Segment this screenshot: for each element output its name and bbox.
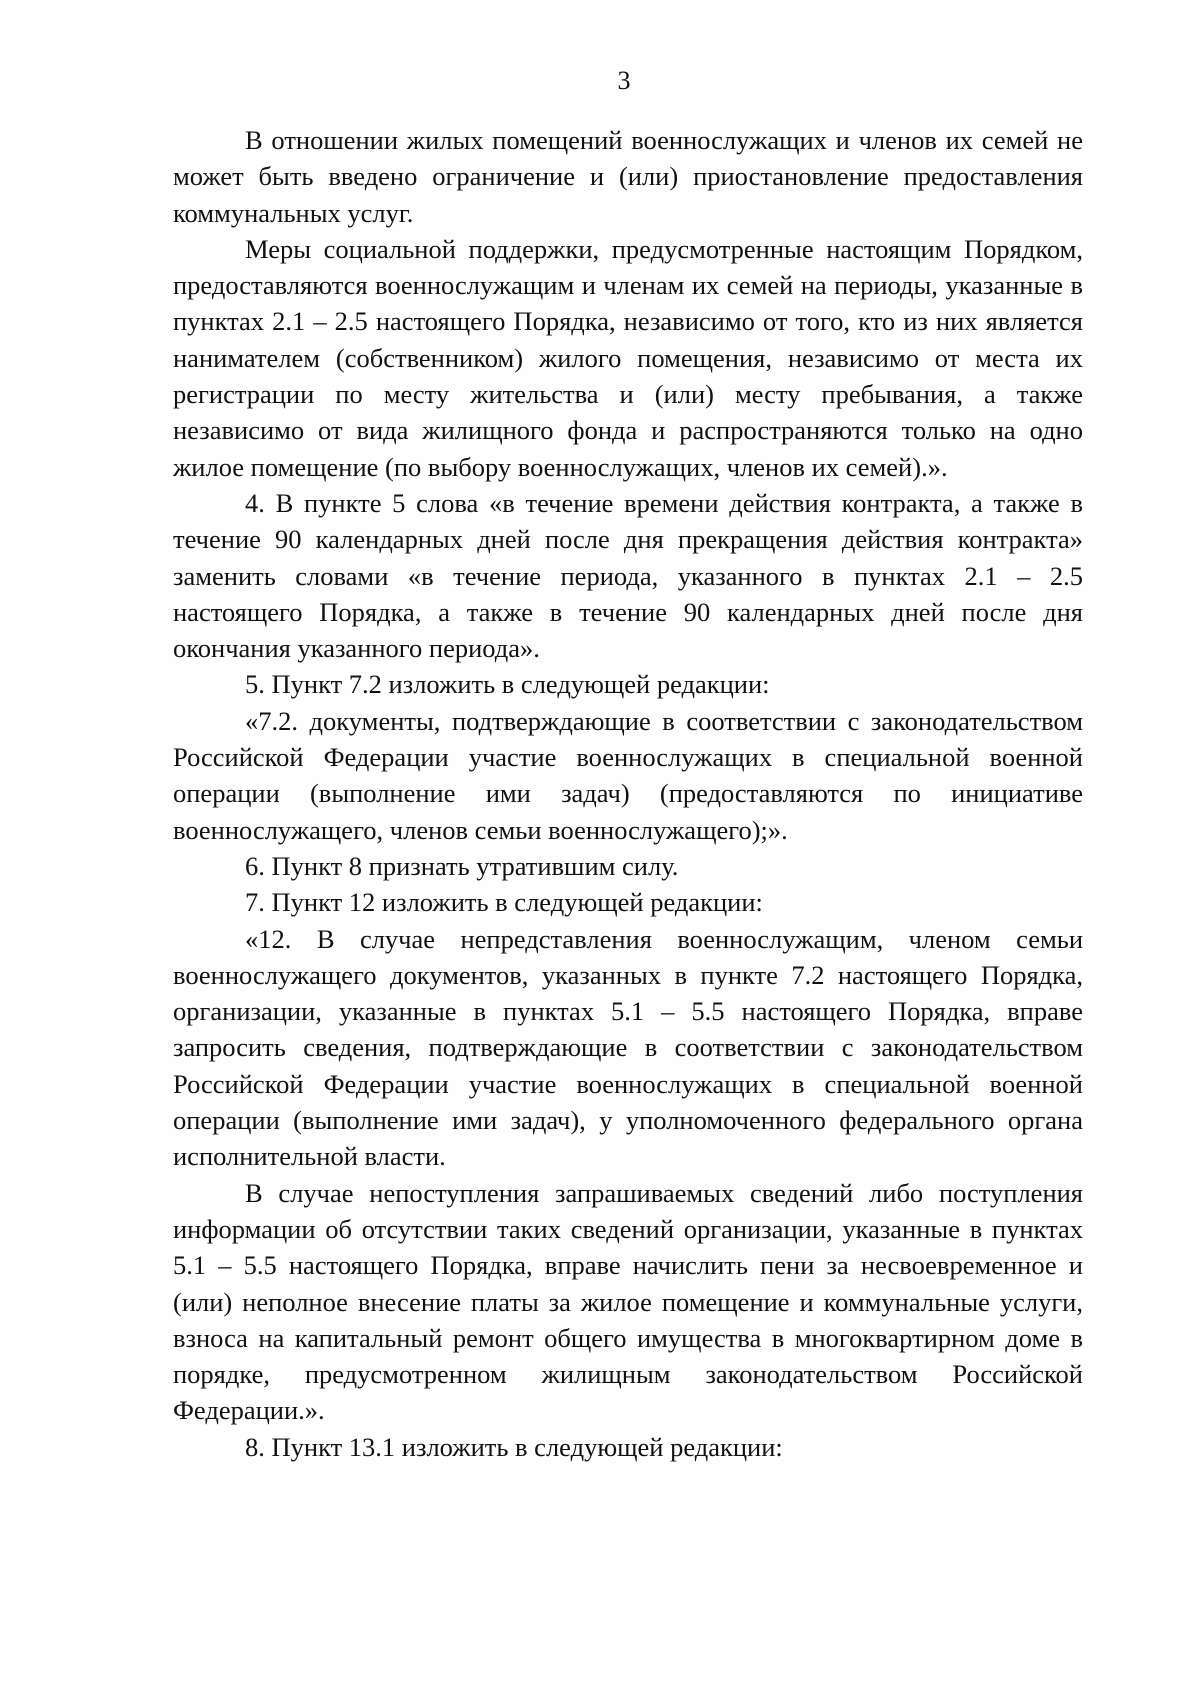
paragraph-item-7: 7. Пункт 12 изложить в следующей редакции: <box>245 887 763 918</box>
document-body <box>173 122 1083 1465</box>
paragraph-clause-7-2: «7.2. документы, подтверждающие в соответствии с законодательством Российской Федерации участие военнослужащих в специальной военной операции (выполнение ими задач) (предоставляются по инициативе военнослужащего, членов семьи военнослужащего);». <box>173 705 1083 845</box>
paragraph-social-support-measures: Меры социальной поддержки, предусмотренные настоящим Порядком, предоставляются военнослужащим и членам их семей на периоды, указанные в пунктах 2.1 – 2.5 настоящего Порядка, независимо от того, кто из них является нанимателем (собственником) жилого помещения, независимо от места их регистрации по месту жительства и (или) месту пребывания, а также независимо от вида жилищного фонда и распространяются только на одно жилое помещение (по выбору военнослужащих, членов их семей).». <box>173 233 1083 482</box>
paragraph-utilities-restriction: В отношении жилых помещений военнослужащих и членов их семей не может быть введено ограничение и (или) приостановление предоставления коммунальных услуг. <box>173 125 1083 228</box>
paragraph-item-4: 4. В пункте 5 слова «в течение времени действия контракта, а также в течение 90 календарных дней после дня прекращения действия контракта» заменить словами «в течение периода, указанного в пунктах 2.1 – 2.5 настоящего Порядка, а также в течение 90 календарных дней после дня окончания указанного периода». <box>173 487 1083 664</box>
paragraph-penalty-accrual: В случае непоступления запрашиваемых сведений либо поступления информации об отсутствии таких сведений организации, указанные в пунктах 5.1 – 5.5 настоящего Порядка, вправе начислить пени за несвоевременное и (или) неполное внесение платы за жилое помещение и коммунальные услуги, взноса на капитальный ремонт общего имущества в многоквартирном доме в порядке, предусмотренном жилищным законодательством Российской Федерации.». <box>173 1177 1083 1426</box>
paragraph-item-5: 5. Пункт 7.2 изложить в следующей редакции: <box>245 669 770 700</box>
page-number: 3 <box>617 66 631 95</box>
paragraph-item-6: 6. Пункт 8 признать утратившим силу. <box>245 850 679 881</box>
paragraph-item-8: 8. Пункт 13.1 изложить в следующей редакции: <box>245 1431 783 1462</box>
paragraph-clause-12: «12. В случае непредставления военнослужащим, членом семьи военнослужащего документов, указанных в пункте 7.2 настоящего Порядка, организации, указанные в пунктах 5.1 – 5.5 настоящего Порядка, вправе запросить сведения, подтверждающие в соответствии с законодательством Российской Федерации участие военнослужащих в специальной военной операции (выполнение ими задач), у уполномоченного федерального органа исполнительной власти. <box>173 923 1083 1172</box>
